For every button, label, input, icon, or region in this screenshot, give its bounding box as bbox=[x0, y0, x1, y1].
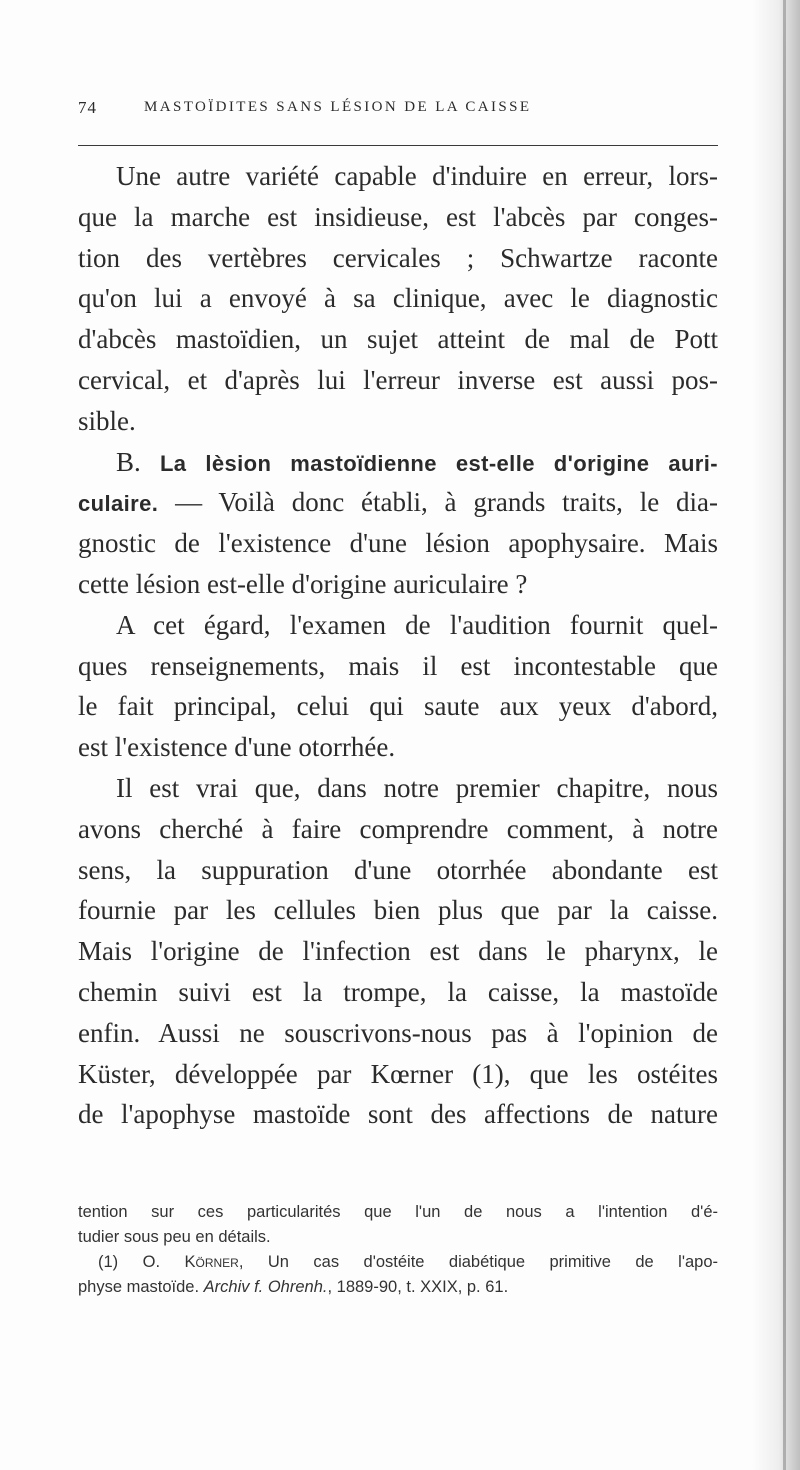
footnote-journal: Archiv f. Ohrenh. bbox=[203, 1278, 328, 1296]
text-line: qu'on lui a envoyé à sa clinique, avec le diagnostic bbox=[78, 283, 718, 314]
text-line: Il est vrai que, dans notre premier chapitre, nous bbox=[116, 772, 718, 803]
footnote-1 bbox=[78, 1250, 718, 1275]
text-line: A cet égard, l'examen de l'audition fournit quel- bbox=[116, 609, 718, 640]
footnote-1-line-2 bbox=[78, 1275, 718, 1300]
footnote-marker: (1) O. bbox=[98, 1253, 161, 1271]
text-line: d'abcès mastoïdien, un sujet atteint de mal de Pott bbox=[78, 324, 718, 355]
text-line: de l'apophyse mastoïde sont des affections de nature bbox=[78, 1099, 718, 1130]
section-heading: La lèsion mastoïdienne est-elle d'origine auri- bbox=[159, 450, 718, 476]
text-line: avons cherché à faire comprendre comment, à notre bbox=[78, 813, 718, 844]
text-line: cette lésion est-elle d'origine auriculaire ? bbox=[78, 568, 528, 599]
text-line: gnostic de l'existence d'une lésion apophysaire. Mais bbox=[78, 528, 718, 559]
text-line: Une autre variété capable d'induire en erreur, lors- bbox=[116, 161, 718, 191]
footnote-author: Körner, bbox=[184, 1253, 244, 1271]
text-line: Mais l'origine de l'infection est dans le pharynx, le bbox=[78, 936, 718, 967]
text-line: Küster, développée par Kœrner (1), que les ostéites bbox=[78, 1058, 718, 1089]
text-line: est l'existence d'une otorrhée. bbox=[78, 732, 396, 763]
page-header bbox=[78, 98, 718, 122]
page-edge-line bbox=[783, 0, 786, 1470]
text-line: ques renseignements, mais il est incontestable que bbox=[78, 650, 718, 681]
footnotes bbox=[78, 1200, 718, 1300]
body-text bbox=[78, 156, 718, 1135]
text-line: cervical, et d'après lui l'erreur inverse est aussi pos- bbox=[78, 364, 718, 395]
text-line: sible. bbox=[78, 405, 136, 436]
text-line: sens, la suppuration d'une otorrhée abondante est bbox=[78, 854, 718, 885]
page-edge-shadow bbox=[752, 0, 800, 1470]
footnote-line: tention sur ces particularités que l'un de nous a l'intention d'é- bbox=[78, 1203, 718, 1221]
page-number: 74 bbox=[78, 98, 97, 117]
section-heading-prefix: B. bbox=[116, 446, 141, 477]
text-line: tion des vertèbres cervicales ; Schwartze raconte bbox=[78, 242, 718, 273]
header-rule bbox=[78, 145, 718, 146]
footnote-text: physe mastoïde. bbox=[78, 1278, 204, 1296]
footnote-title: Un cas d'ostéite diabétique primitive de l'apo- bbox=[243, 1253, 718, 1271]
running-title: MASTOÏDITES SANS LÉSION DE LA CAISSE bbox=[144, 99, 532, 115]
text-line: que la marche est insidieuse, est l'abcès par conges- bbox=[78, 201, 718, 232]
text-line: chemin suivi est la trompe, la caisse, la mastoïde bbox=[78, 976, 718, 1007]
footnote-reference: , 1889-90, t. XXIX, p. 61. bbox=[327, 1278, 509, 1296]
section-heading-line-2-text: — Voilà donc établi, à grands traits, le dia- bbox=[158, 487, 718, 518]
text-line: fournie par les cellules bien plus que par la caisse. bbox=[78, 895, 718, 926]
text-line: le fait principal, celui qui saute aux yeux d'abord, bbox=[78, 691, 718, 722]
section-heading-line-2 bbox=[78, 482, 718, 523]
text-line: enfin. Aussi ne souscrivons-nous pas à l'opinion de bbox=[78, 1017, 718, 1048]
footnote-line: tudier sous peu en détails. bbox=[78, 1228, 271, 1246]
section-heading-continuation: culaire. bbox=[78, 491, 159, 517]
section-heading-line bbox=[78, 442, 718, 483]
